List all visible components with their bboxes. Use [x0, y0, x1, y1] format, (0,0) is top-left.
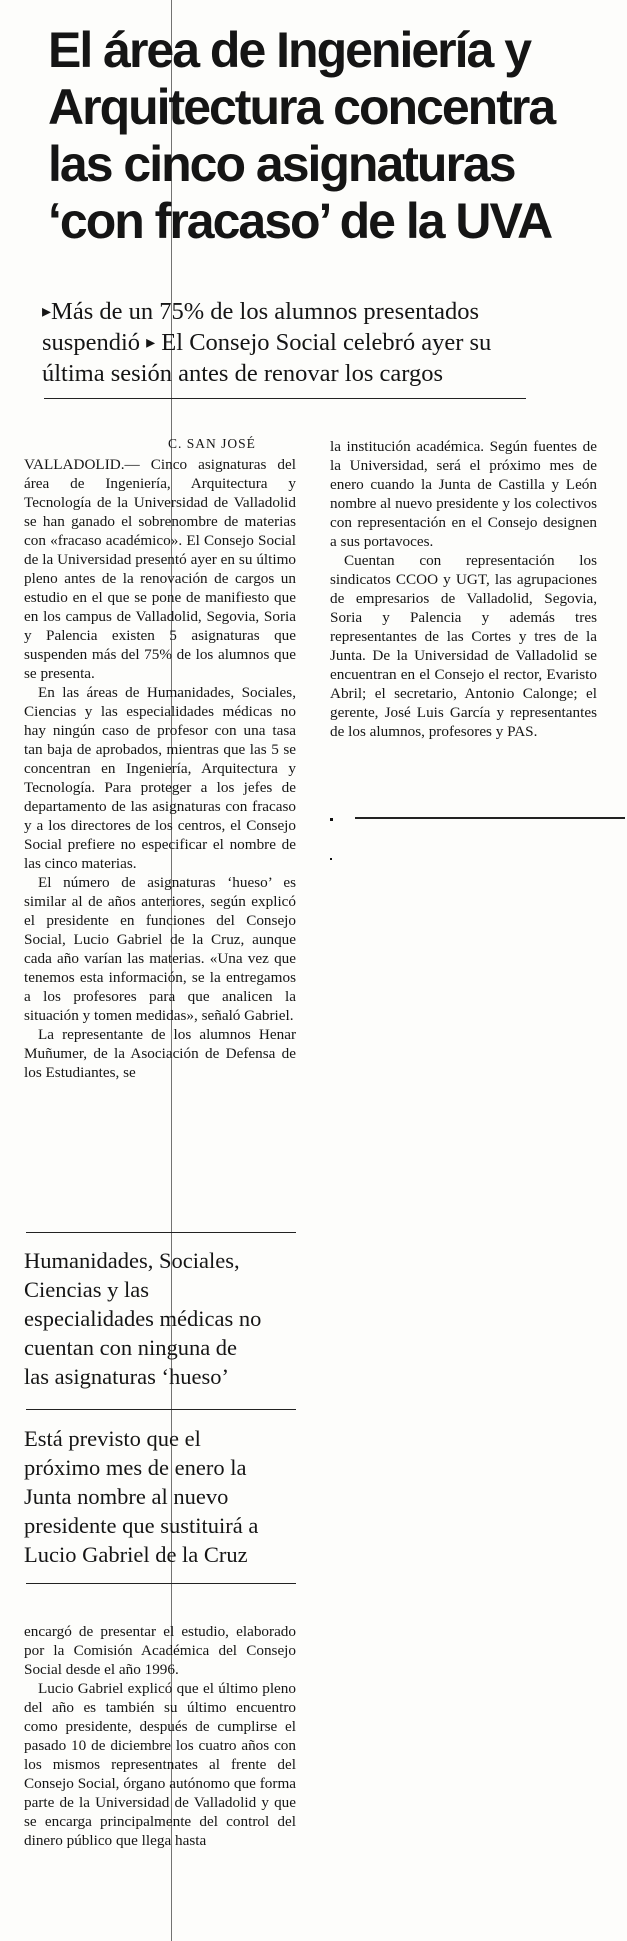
pull-quote-line: Humanidades, Sociales,: [24, 1248, 240, 1273]
subhead-line: [42, 296, 602, 327]
headline-line: El área de Ingeniería y: [48, 22, 531, 78]
pull-quote: [24, 1246, 294, 1391]
body-paragraph: VALLADOLID.— Cinco asignaturas del área de Ingeniería, Arquitectura y Tecnología de la Universidad de Valladolid se han ganado el sobrenombre de materias con «fracaso académico». El Consejo Social de la Universidad presentó ayer en su último pleno antes de la renovación de cargos un estudio en el que se pone de manifiesto que en los campus de Valladolid, Segovia, Soria y Palencia existen 5 asignaturas que suspenden más del 75% de los alumnos que se presenta.: [24, 456, 296, 682]
article-column-2: [330, 437, 597, 741]
column-end-rule: [355, 817, 625, 819]
subhead-line: [42, 327, 602, 358]
article-column-1-continued: [24, 1622, 296, 1850]
pull-quote-line: las asignaturas ‘hueso’: [24, 1364, 229, 1389]
end-mark: [330, 818, 333, 821]
pull-quote-line: cuentan con ninguna de: [24, 1335, 238, 1360]
pull-quote-line: Junta nombre al nuevo: [24, 1484, 229, 1509]
headline-line: ‘con fracaso’ de la UVA: [48, 193, 552, 249]
byline: C. SAN JOSÉ: [168, 436, 256, 451]
pullquote-divider: [26, 1583, 296, 1584]
pull-quote-line: próximo mes de enero la: [24, 1455, 247, 1480]
headline-line: Arquitectura concentra: [48, 79, 555, 135]
pull-quote-line: Ciencias y las: [24, 1277, 149, 1302]
pull-quote-line: presidente que sustituirá a: [24, 1513, 259, 1538]
body-paragraph: la institución académica. Según fuentes de la Universidad, será el próximo mes de enero cuando la Junta de Castilla y León nombre al nuevo presidente y los colectivos con representación en el Consejo designen a sus portavoces.: [330, 438, 597, 550]
pull-quote: [24, 1424, 294, 1569]
body-paragraph: El número de asignaturas ‘hueso’ es similar al de años anteriores, según explicó el presidente en funciones del Consejo Social, Lucio Gabriel de la Cruz, aunque cada año varían las materias. «Una vez que tenemos esta información, se la entregamos a los profesores para que analicen la situación y tomen medidas», señaló Gabriel.: [24, 874, 296, 1024]
subhead-text: suspendió: [42, 329, 140, 356]
pullquote-divider: [26, 1232, 296, 1233]
body-paragraph: La representante de los alumnos Henar Muñumer, de la Asociación de Defensa de los Estudiantes, se: [24, 1026, 296, 1081]
subhead-divider: [44, 398, 526, 399]
end-mark: [330, 858, 332, 860]
body-paragraph: encargó de presentar el estudio, elaborado por la Comisión Académica del Consejo Social desde el año 1996.: [24, 1623, 296, 1678]
headline-line: las cinco asignaturas: [48, 136, 515, 192]
arrow-bullet-icon: ▸: [146, 332, 156, 352]
subhead-text: Más de un 75% de los alumnos presentados: [51, 298, 480, 325]
arrow-bullet-icon: ▸: [42, 301, 52, 321]
subhead-line: última sesión antes de renovar los cargos: [42, 360, 443, 387]
pullquote-divider: [26, 1409, 296, 1410]
body-paragraph: Cuentan con representación los sindicatos CCOO y UGT, las agrupaciones de empresarios de Valladolid, Segovia, Soria y Palencia y además tres representantes de las Cortes y tres de la Junta. De la Universidad de Valladolid se encuentran en el Consejo el rector, Evaristo Abril; el secretario, Antonio Calonge; el gerente, José Luis García y representantes de los alumnos, profesores y PAS.: [330, 552, 597, 740]
headline: [48, 22, 623, 250]
pull-quote-line: Está previsto que el: [24, 1426, 201, 1451]
body-paragraph: Lucio Gabriel explicó que el último pleno del año es también su último encuentro como presidente, después de cumplirse el pasado 10 de diciembre los cuatro años con los mismos representnates al frente del Consejo Social, órgano autónomo que forma parte de la Universidad de Valladolid y que se encarga principalmente del control del dinero público que llega hasta: [24, 1680, 296, 1849]
subhead-text: El Consejo Social celebró ayer su: [161, 329, 492, 356]
pull-quote-line: especialidades médicas no: [24, 1306, 262, 1331]
article-column-1: [24, 455, 296, 1082]
subheadline: [42, 296, 602, 389]
body-paragraph: En las áreas de Humanidades, Sociales, Ciencias y las especialidades médicas no hay ningún caso de profesor con una tasa tan baja de aprobados, mientras que las 5 se concentran en Ingeniería, Arquitectura y Tecnología. Para proteger a los jefes de departamento de las asignaturas con fracaso y a los directores de los centros, el Consejo Social prefiere no especificar el nombre de las cinco materias.: [24, 684, 296, 872]
pull-quote-line: Lucio Gabriel de la Cruz: [24, 1542, 248, 1567]
